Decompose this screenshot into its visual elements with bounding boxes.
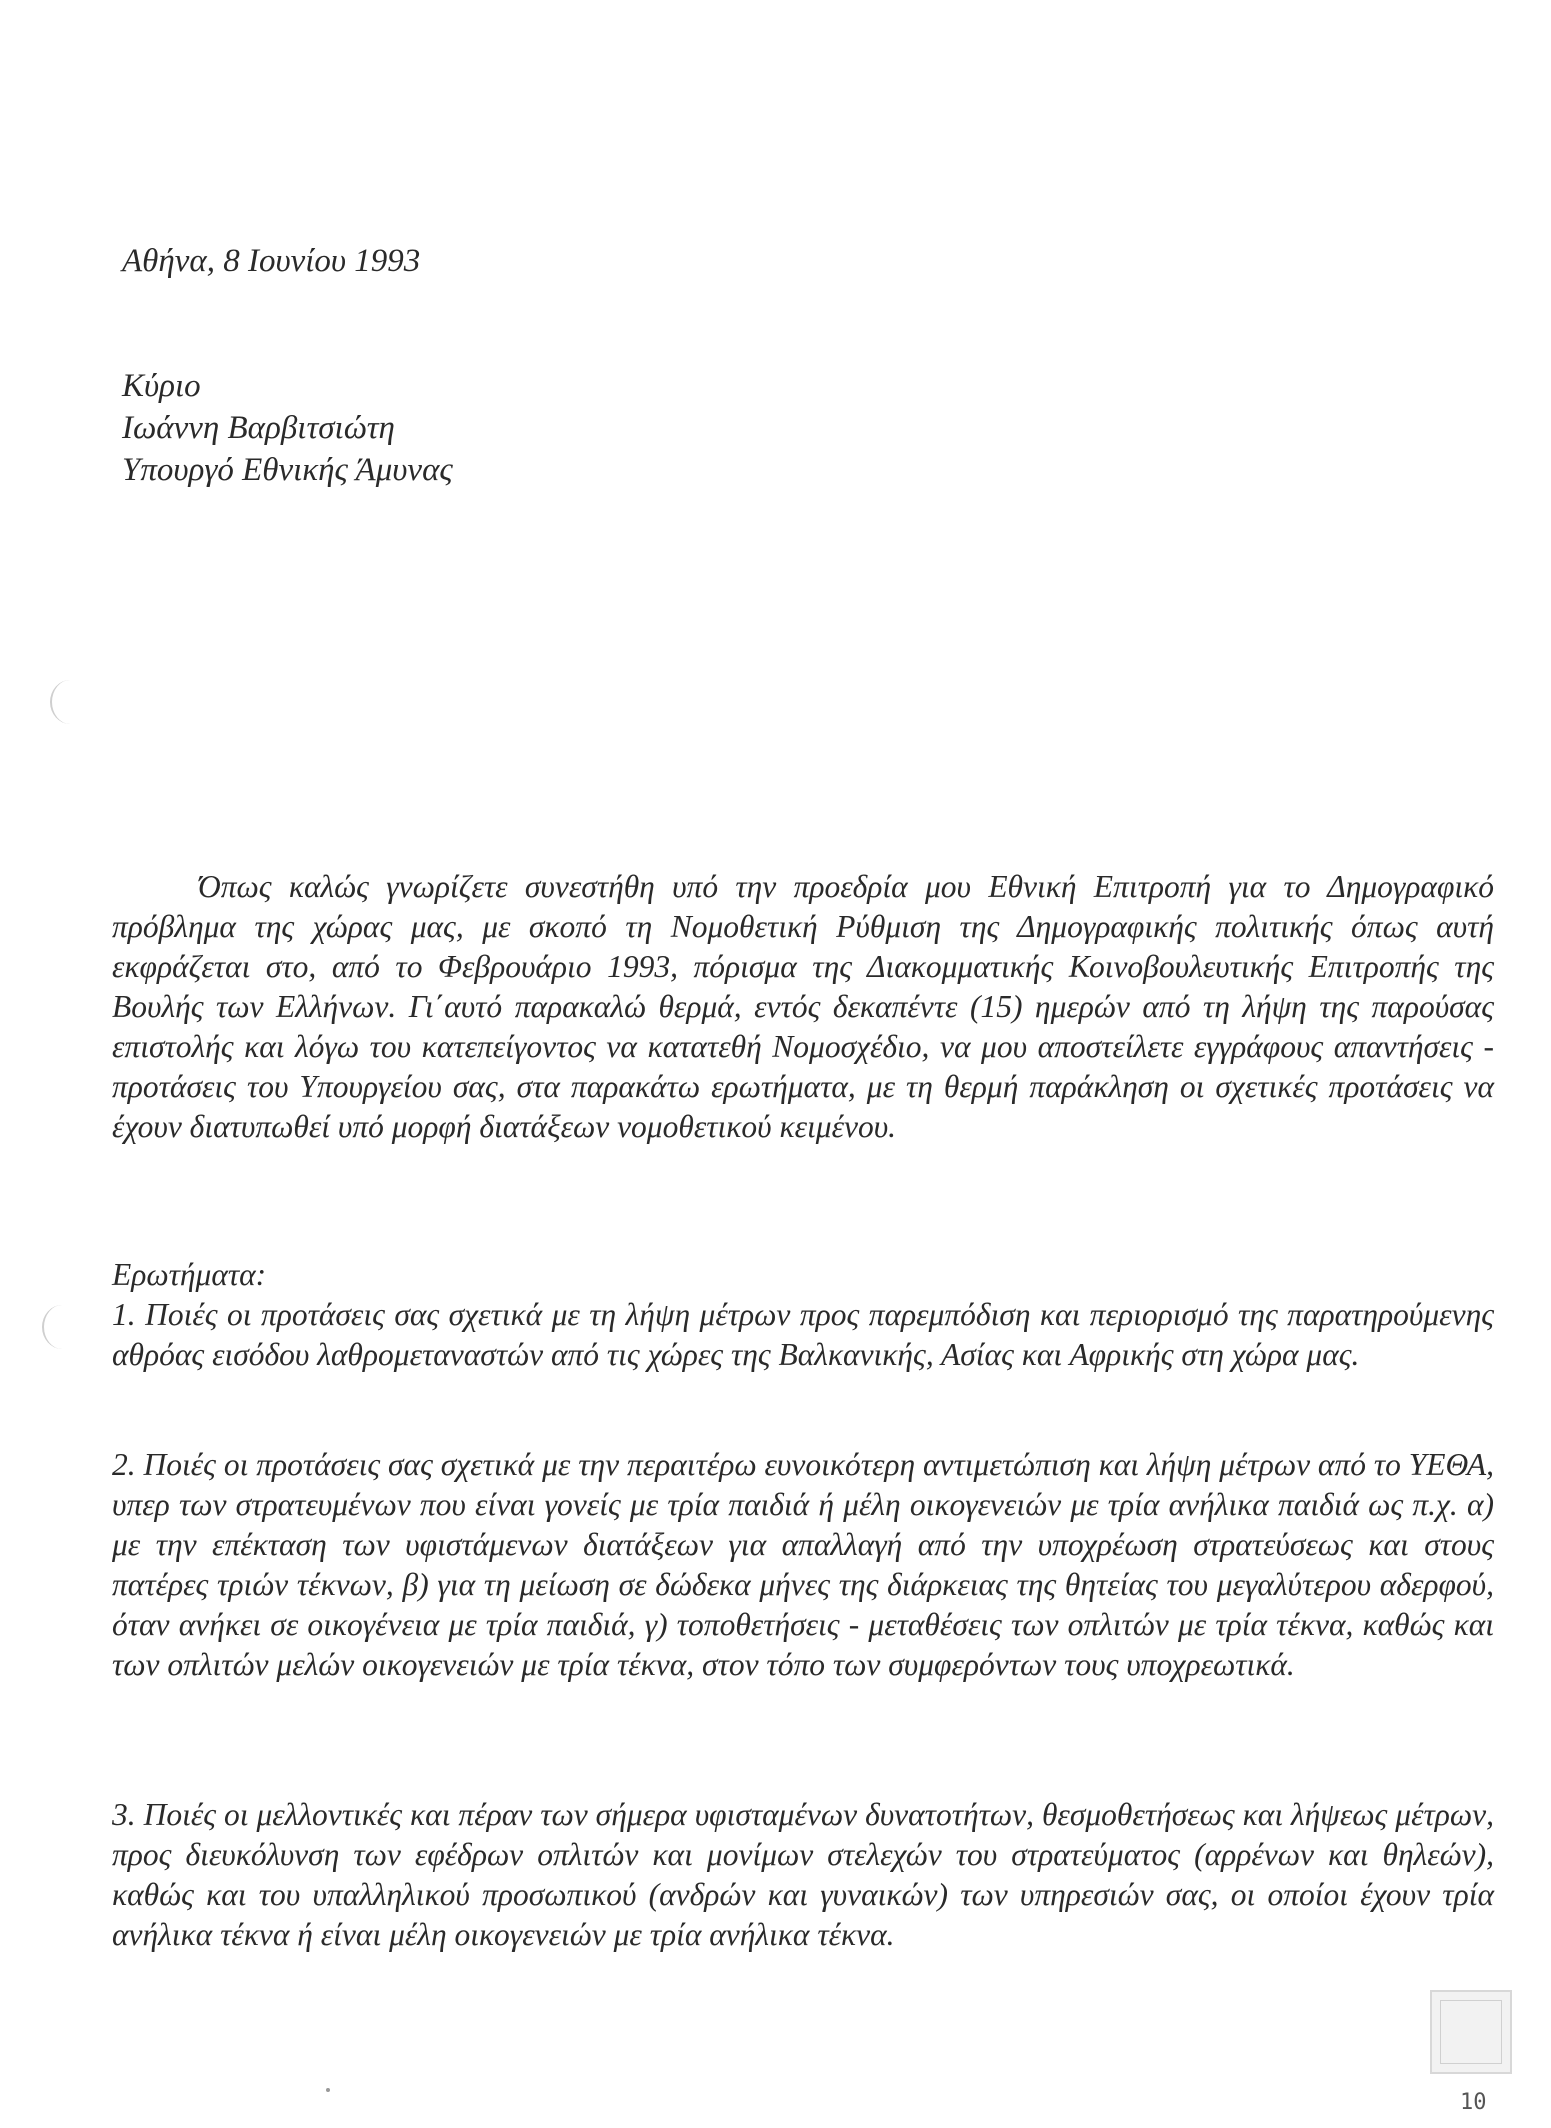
letter-date: Αθήνα, 8 Ιουνίου 1993 xyxy=(122,243,421,279)
question-2: 2. Ποιές οι προτάσεις σας σχετικά με την περαιτέρω ευνοικότερη αντιμετώπιση και λήψη μέτρων από το ΥΕΘΑ, υπερ των στρατευμένων που είναι γονείς με τρία παιδιά ή μέλη οικογενειών με τρία ανήλικα παιδιά ως π.χ. α) με την επέκταση των υφιστάμενων διατάξεων για απαλλαγή από την υποχρέωση στρατεύσεως και στους πατέρες τριών τέκνων, β) για τη μείωση σε δώδεκα μήνες της διάρκειας της θητείας του μεγαλύτερου αδερφού, όταν ανήκει σε οικογένεια με τρία παιδιά, γ) τοποθετήσεις - μεταθέσεις των οπλιτών με τρία τέκνα, καθώς και των οπλιτών μελών οικογενειών με τρία τέκνα, στον τόπο των συμφερόντων τους υποχρεωτικά. xyxy=(112,1447,1495,1682)
letter-body-paragraph: Όπως καλώς γνωρίζετε συνεστήθη υπό την προεδρία μου Εθνική Επιτροπή για το Δημογραφικό πρόβλημα της χώρας μας, με σκοπό τη Νομοθετική Ρύθμιση της Δημογραφικής πολιτικής όπως αυτή εκφράζεται στο, από το Φεβρουάριο 1993, πόρισμα της Διακομματικής Κοινοβουλευτικής Επιτροπής της Βουλής των Ελλήνων. Γι΄αυτό παρακαλώ θερμά, εντός δεκαπέντε (15) ημερών από τη λήψη της παρούσας επιστολής και λόγω του κατεπείγοντος να κατατεθή Νομοσχέδιο, να μου αποστείλετε εγγράφους απαντήσεις - προτάσεις του Υπουργείου σας, στα παρακάτω ερωτήματα, με τη θερμή παράκληση οι σχετικές προτάσεις να έχουν διατυπωθεί υπό μορφή διατάξεων νομοθετικού κειμένου. xyxy=(112,869,1494,1144)
recipient-salutation: Κύριο xyxy=(122,368,201,404)
scan-speck xyxy=(326,2088,330,2092)
archive-stamp xyxy=(1430,1990,1512,2074)
question-3: 3. Ποιές οι μελλοντικές και πέραν των σήμερα υφισταμένων δυνατοτήτων, θεσμοθετήσεως και λήψεως μέτρων, προς διευκόλυνση των εφέδρων οπλιτών και μονίμων στελεχών του στρατεύματος (αρρένων και θηλεών), καθώς και του υπαλληλικού προσωπικού (ανδρών και γυναικών) των υπηρεσιών σας, οι οποίοι έχουν τρία ανήλικα τέκνα ή είναι μέλη οικογενειών με τρία ανήλικα τέκνα. xyxy=(112,1797,1494,1952)
recipient-block xyxy=(122,365,453,491)
recipient-name: Ιωάννη Βαρβιτσιώτη xyxy=(122,410,395,446)
question-1: 1. Ποιές οι προτάσεις σας σχετικά με τη λήψη μέτρων προς παρεμπόδιση και περιορισμό της παρατηρούμενης αθρόας εισόδου λαθρομεταναστών από τις χώρες της Βαλκανικής, Ασίας και Αφρικής στη χώρα μας. xyxy=(112,1297,1494,1372)
archive-stamp-inner xyxy=(1440,2000,1502,2064)
page-number: 10 xyxy=(1460,2090,1487,2115)
punch-hole-mark-top xyxy=(50,680,90,724)
questions-heading: Ερωτήματα: xyxy=(112,1257,267,1292)
punch-hole-mark-middle xyxy=(42,1305,82,1349)
recipient-position: Υπουργό Εθνικής Άμυνας xyxy=(122,452,453,488)
